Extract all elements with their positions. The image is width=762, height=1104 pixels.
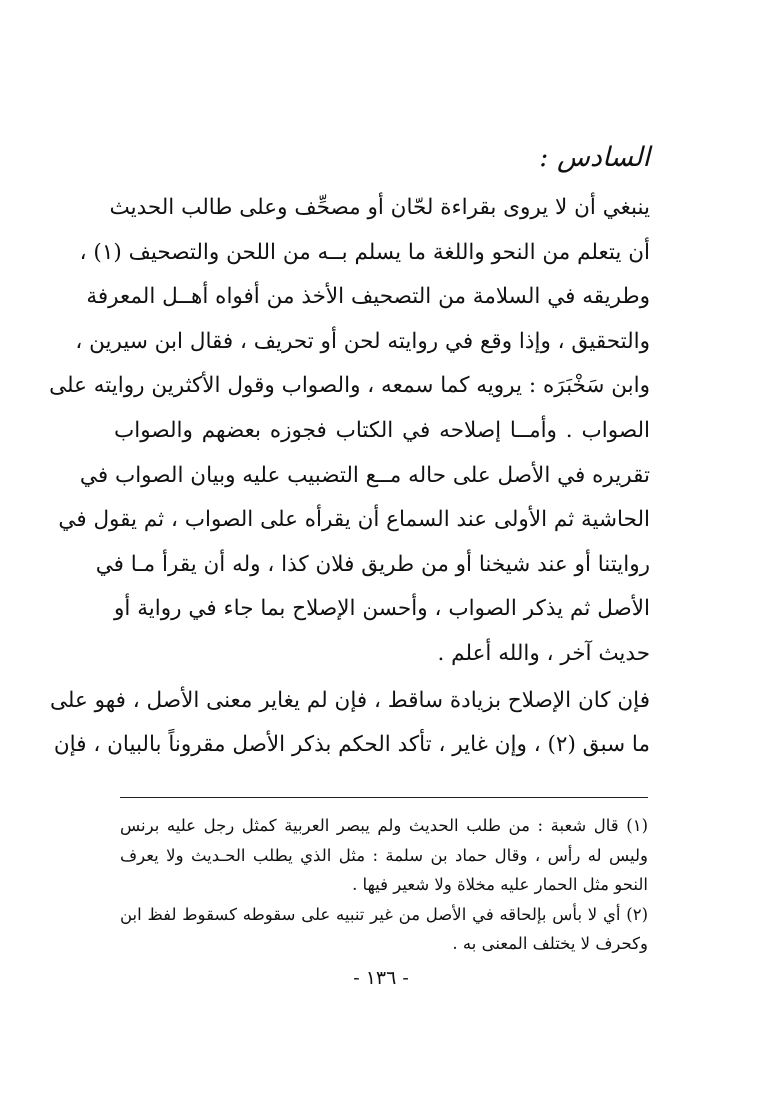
text-line: روايتنا أو عند شيخنا أو من طريق فلان كذا ، وله أن يقرأ مـا في (95, 551, 650, 577)
section-heading: السادس : (539, 142, 650, 173)
text-line: تقريره في الأصل على حاله مــع التضبيب عليه وبيان الصواب في (79, 462, 650, 488)
text-line: ينبغي أن لا يروى بقراءة لحّان أو مصحِّف وعلى طالب الحديث (109, 195, 650, 220)
footnote-line: النحو مثل الحمار عليه مخلاة ولا شعير فيها . (352, 875, 648, 894)
footnote-line: وليس له رأس ، وقال حماد بن سلمة : مثل الذي يطلب الحـديث ولا يعرف (120, 845, 648, 865)
text-line: حديث آخر ، والله أعلم . (437, 640, 650, 666)
page-number: - ١٣٦ - (353, 967, 409, 989)
text-line: فإن كان الإصلاح بزيادة ساقط ، فإن لم يغاير معنى الأصل ، فهو على (49, 687, 650, 713)
footnote-divider (120, 797, 648, 798)
main-text (49, 186, 650, 768)
footnote-line: (١) قال شعبة : من طلب الحديث ولم يبصر العربية كمثل رجل عليه برنس (120, 816, 648, 835)
footnote-line: (٢) أي لا بأس بإلحاقه في الأصل من غير تنبيه على سقوطه كسقوط لفظ ابن (120, 904, 648, 924)
text-line: والتحقيق ، وإذا وقع في روايته لحن أو تحريف ، فقال ابن سيرين ، (75, 328, 650, 354)
text-line: أن يتعلم من النحو واللغة ما يسلم بــه من اللحن والتصحيف (١) ، (79, 239, 650, 265)
text-line: الحاشية ثم الأولى عند السماع أن يقرأه على الصواب ، ثم يقول في (58, 507, 650, 533)
text-line: الصواب . وأمــا إصلاحه في الكتاب فجوزه بعضهم والصواب (114, 417, 650, 443)
text-line: ما سبق (٢) ، وإن غاير ، تأكد الحكم بذكر الأصل مقروناً بالبيان ، فإن (53, 732, 650, 758)
footnote-line: وكحرف لا يختلف المعنى به . (452, 934, 648, 953)
text-line: وطريقه في السلامة من التصحيف الأخذ من أفواه أهــل المعرفة (86, 284, 650, 310)
footnotes (120, 811, 648, 959)
text-line: وابن سَخْبَرَه : يرويه كما سمعه ، والصواب وقول الأكثرين روايته على (49, 373, 650, 399)
text-line: الأصل ثم يذكر الصواب ، وأحسن الإصلاح بما جاء في رواية أو (114, 596, 650, 622)
